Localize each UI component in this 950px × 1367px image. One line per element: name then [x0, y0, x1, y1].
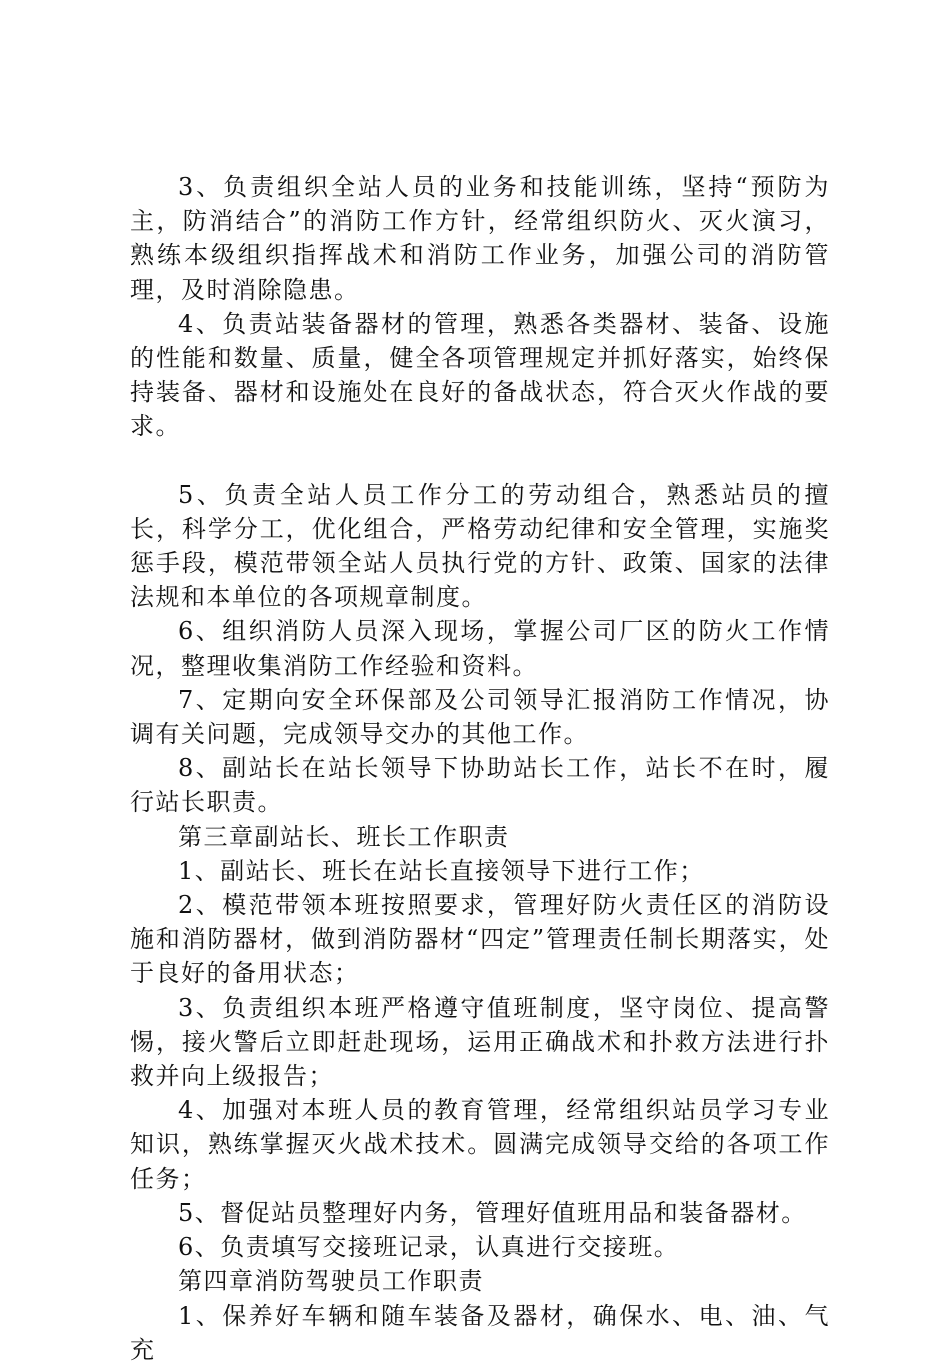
paragraph-ch4-item1: 1、保养好车辆和随车装备及器材，确保水、电、油、气充 — [130, 1301, 830, 1364]
document-body — [130, 170, 830, 1367]
paragraph-training: 3、负责组织全站人员的业务和技能训练，坚持“预防为主，防消结合”的消防工作方针，经常组织防火、灭火演习，熟练本级组织指挥战术和消防工作业务，加强公司的消防管理，及时消除隐患。 — [130, 173, 830, 304]
paragraph-ch3-item5: 5、督促站员整理好内务，管理好值班用品和装备器材。 — [178, 1198, 807, 1227]
paragraph-ch3-item3: 3、负责组织本班严格遵守值班制度，坚守岗位、提高警惕，接火警后立即赶赴现场，运用正确战术和扑救方法进行扑救并向上级报告； — [130, 993, 830, 1091]
paragraph-ch3-item2: 2、模范带领本班按照要求，管理好防火责任区的消防设施和消防器材，做到消防器材“四定”管理责任制长期落实，处于良好的备用状态； — [130, 891, 830, 988]
paragraph-deputy: 8、副站长在站长领导下协助站长工作，站长不在时，履行站长职责。 — [130, 754, 830, 817]
paragraph-ch3-item4: 4、加强对本班人员的教育管理，经常组织站员学习专业知识，熟练掌握灭火战术技术。圆满完成领导交给的各项工作任务； — [130, 1096, 830, 1193]
paragraph-ch3-item1: 1、副站长、班长在站长直接领导下进行工作； — [178, 856, 705, 885]
chapter-4-heading: 第四章消防驾驶员工作职责 — [178, 1267, 484, 1296]
paragraph-ch3-item6: 6、负责填写交接班记录，认真进行交接班。 — [178, 1233, 680, 1262]
paragraph-equipment: 4、负责站装备器材的管理，熟悉各类器材、装备、设施的性能和数量、质量，健全各项管理规定并抓好落实，始终保持装备、器材和设施处在良好的备战状态，符合灭火作战的要求。 — [130, 309, 830, 441]
paragraph-labor: 5、负责全站人员工作分工的劳动组合，熟悉站员的擅长，科学分工，优化组合，严格劳动纪律和安全管理，实施奖惩手段，模范带领全站人员执行党的方针、政策、国家的法律法规和本单位的各项规章制度。 — [130, 480, 830, 612]
chapter-3-heading: 第三章副站长、班长工作职责 — [178, 822, 510, 851]
paragraph-site: 6、组织消防人员深入现场，掌握公司厂区的防火工作情况，整理收集消防工作经验和资料。 — [130, 617, 830, 680]
paragraph-report: 7、定期向安全环保部及公司领导汇报消防工作情况，协调有关问题，完成领导交办的其他工作。 — [130, 685, 830, 749]
